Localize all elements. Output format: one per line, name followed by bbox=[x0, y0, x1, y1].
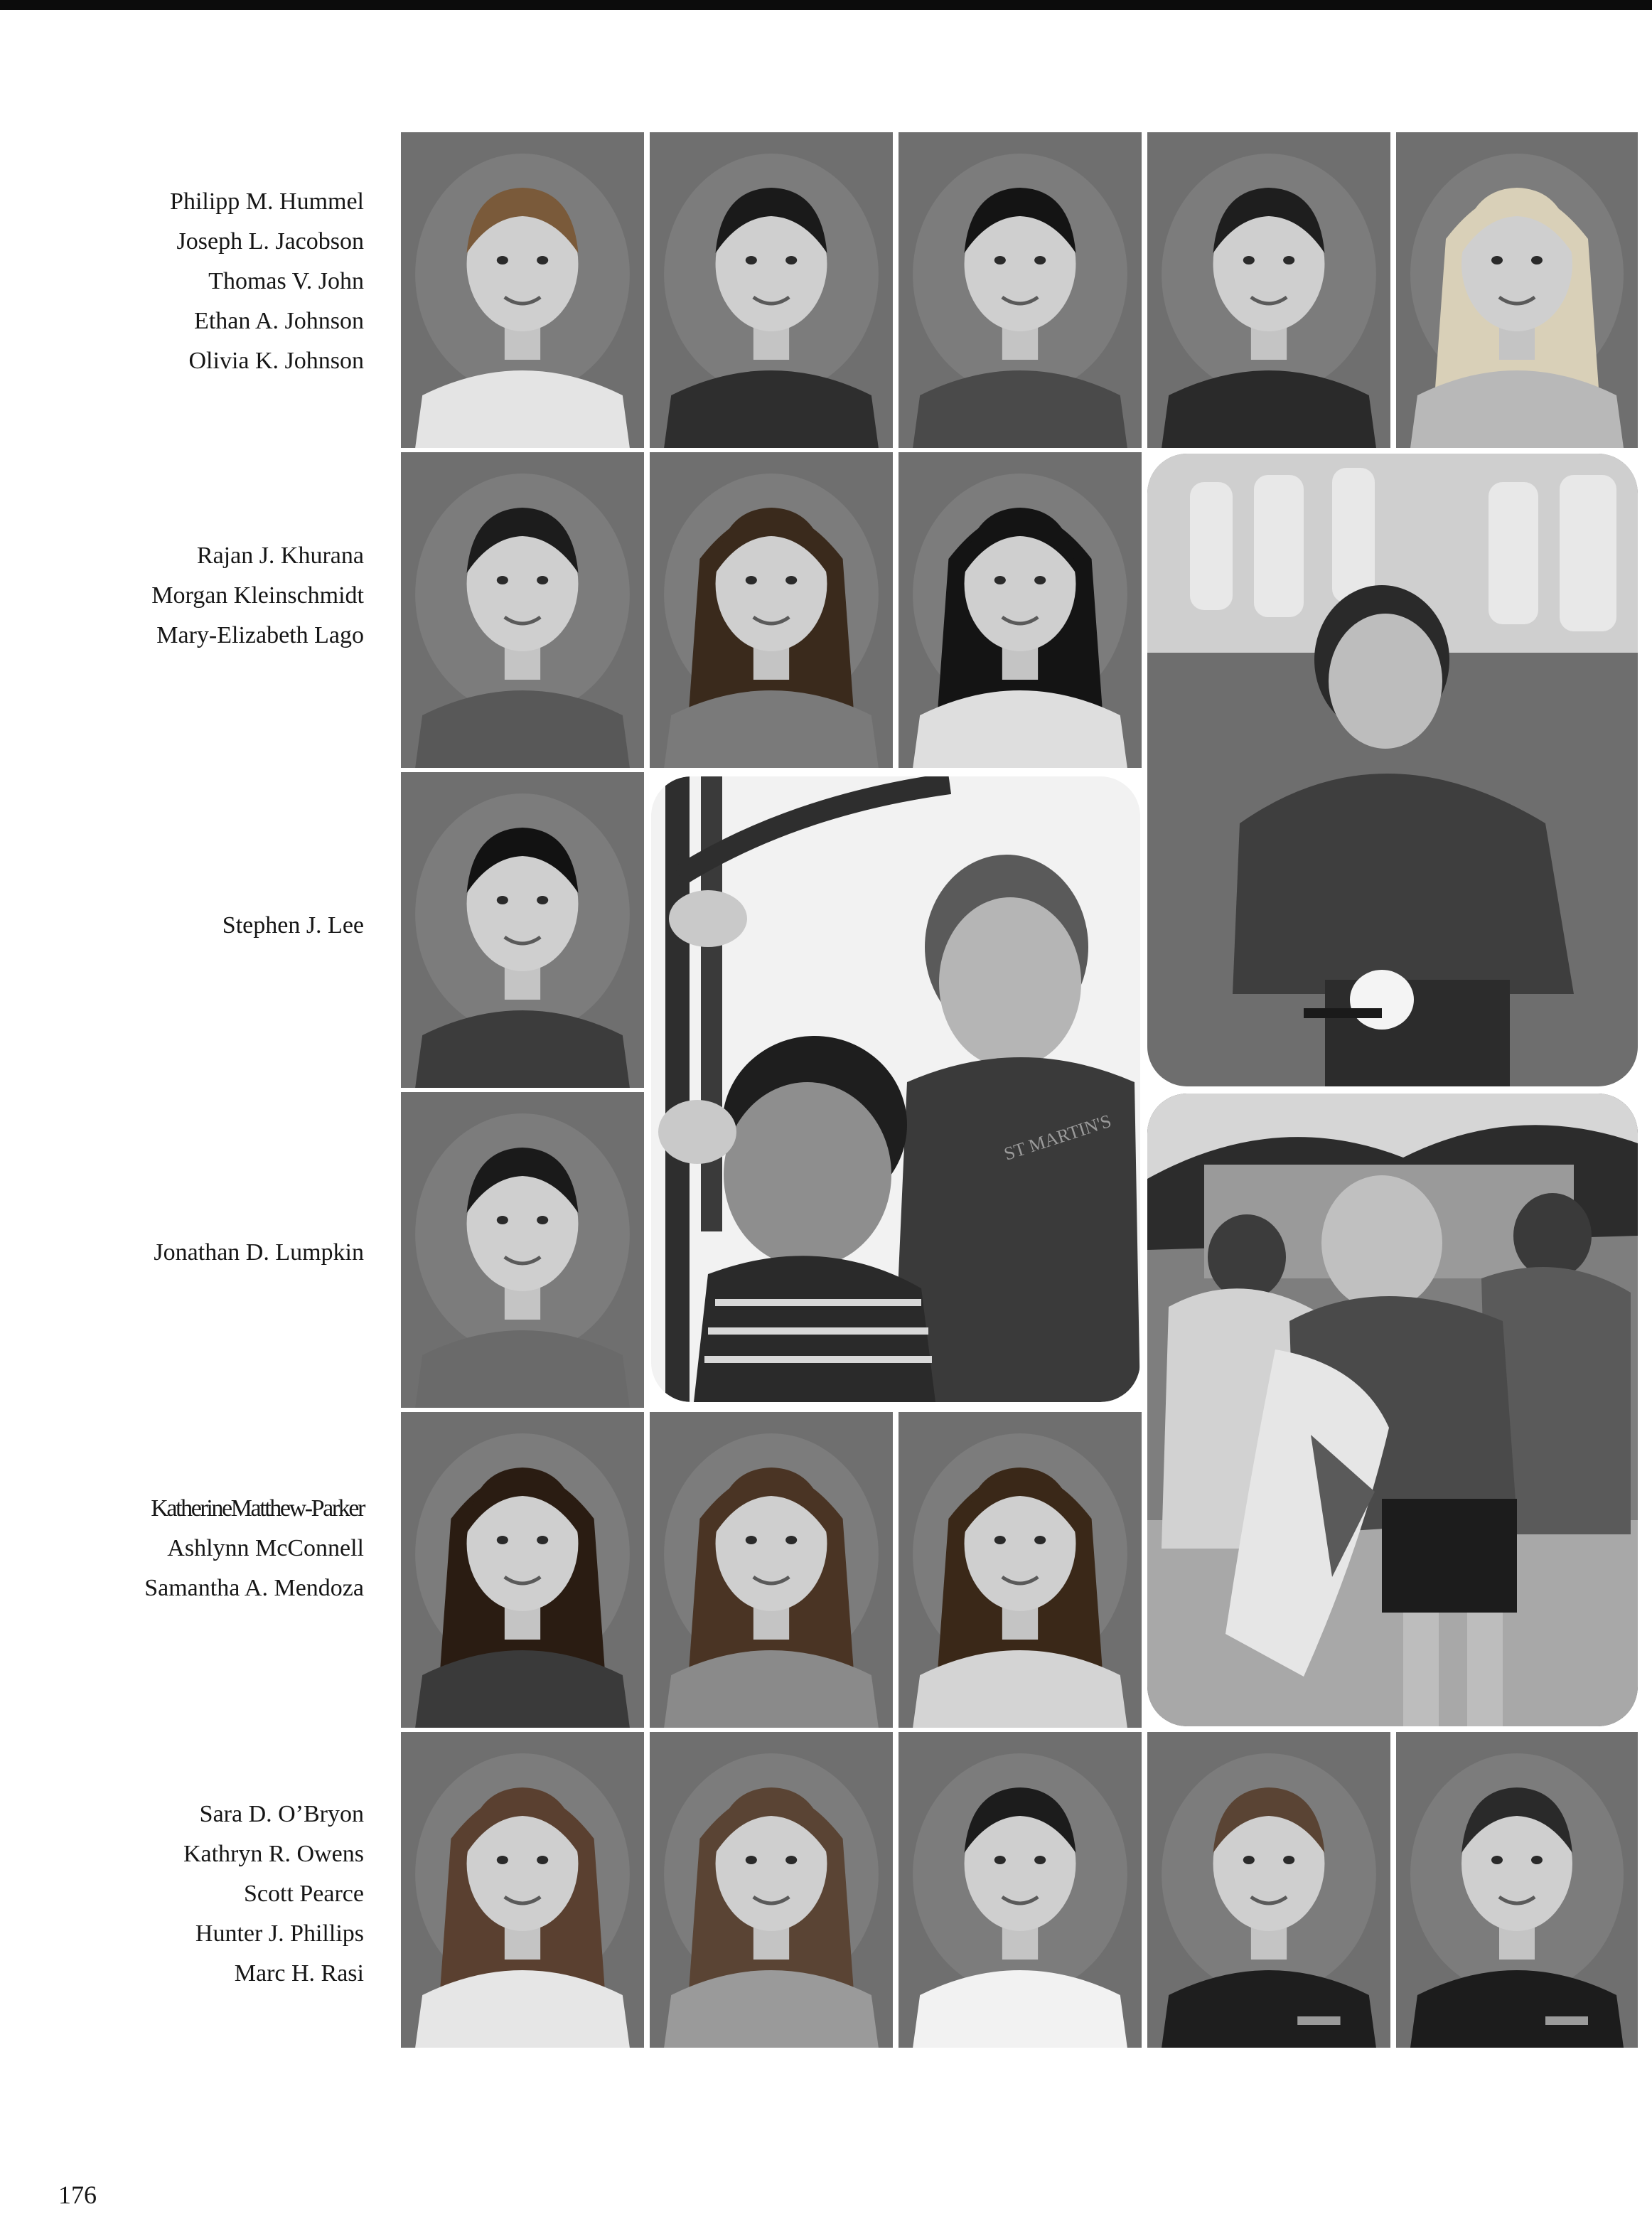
names-row-4 bbox=[71, 1233, 364, 1273]
portrait-image bbox=[401, 1732, 644, 2048]
student-name: Hunter J. Phillips bbox=[195, 1920, 364, 1947]
portrait-image bbox=[401, 132, 644, 448]
portrait-image bbox=[650, 452, 893, 768]
portrait-image bbox=[401, 452, 644, 768]
portrait-image bbox=[1147, 1732, 1390, 2048]
portrait-photo bbox=[899, 452, 1142, 768]
student-name: Philipp M. Hummel bbox=[170, 188, 364, 215]
portrait-photo bbox=[650, 1732, 893, 2048]
portrait-photo bbox=[401, 132, 644, 448]
student-name: Rajan J. Khurana bbox=[196, 542, 364, 569]
portrait-image bbox=[899, 452, 1142, 768]
portrait-image bbox=[650, 1412, 893, 1728]
student-name: Morgan Kleinschmidt bbox=[151, 582, 364, 609]
portrait-image bbox=[899, 1412, 1142, 1728]
top-border-rule bbox=[0, 0, 1652, 10]
portrait-photo bbox=[650, 1412, 893, 1728]
portrait-image bbox=[1396, 1732, 1638, 2048]
student-name: KatherineMatthew-Parker bbox=[151, 1495, 364, 1522]
portrait-image bbox=[899, 1732, 1142, 2048]
portrait-photo bbox=[1147, 1732, 1390, 2048]
portrait-photo bbox=[401, 1732, 644, 2048]
portrait-photo bbox=[899, 1732, 1142, 2048]
student-name: Jonathan D. Lumpkin bbox=[154, 1239, 364, 1266]
student-name: Samantha A. Mendoza bbox=[144, 1575, 364, 1601]
portrait-photo bbox=[899, 132, 1142, 448]
names-row-6 bbox=[71, 1795, 364, 1994]
candid-photo-playground-image bbox=[651, 776, 1140, 1402]
page-number: 176 bbox=[58, 2181, 97, 2209]
names-row-3 bbox=[71, 906, 364, 946]
student-name: Thomas V. John bbox=[208, 268, 364, 294]
student-name: Ashlynn McConnell bbox=[167, 1535, 364, 1561]
portrait-photo bbox=[401, 1092, 644, 1408]
portrait-photo bbox=[1396, 132, 1638, 448]
student-name: Mary-Elizabeth Lago bbox=[156, 622, 364, 648]
student-name: Marc H. Rasi bbox=[234, 1960, 364, 1987]
names-row-5 bbox=[71, 1489, 364, 1608]
portrait-image bbox=[401, 1412, 644, 1728]
portrait-photo bbox=[401, 452, 644, 768]
names-row-1 bbox=[71, 182, 364, 381]
student-name: Sara D. O’Bryon bbox=[199, 1801, 364, 1827]
portrait-photo bbox=[401, 772, 644, 1088]
student-name: Stephen J. Lee bbox=[222, 912, 364, 939]
portrait-photo bbox=[899, 1412, 1142, 1728]
student-name: Scott Pearce bbox=[244, 1881, 364, 1907]
candid-photo-flag-image bbox=[1147, 1094, 1638, 1726]
candid-photo-flag bbox=[1147, 1094, 1638, 1726]
student-name: Ethan A. Johnson bbox=[194, 308, 364, 334]
candid-photo-egg-race bbox=[1147, 454, 1638, 1086]
portrait-image bbox=[899, 132, 1142, 448]
candid-photo-playground bbox=[651, 776, 1140, 1402]
names-row-2 bbox=[71, 536, 364, 656]
portrait-photo bbox=[1147, 132, 1390, 448]
portrait-image bbox=[1147, 132, 1390, 448]
portrait-photo bbox=[650, 132, 893, 448]
portrait-image bbox=[401, 772, 644, 1088]
shirt-logo-text: ST MARTIN'S bbox=[1001, 1110, 1114, 1165]
portrait-image bbox=[1396, 132, 1638, 448]
portrait-image bbox=[401, 1092, 644, 1408]
candid-photo-egg-race-image bbox=[1147, 454, 1638, 1086]
student-name: Olivia K. Johnson bbox=[188, 348, 364, 374]
portrait-photo bbox=[1396, 1732, 1638, 2048]
student-name: Joseph L. Jacobson bbox=[176, 228, 364, 255]
portrait-photo bbox=[650, 452, 893, 768]
student-name: Kathryn R. Owens bbox=[183, 1841, 364, 1867]
portrait-image bbox=[650, 1732, 893, 2048]
portrait-image bbox=[650, 132, 893, 448]
portrait-photo bbox=[401, 1412, 644, 1728]
